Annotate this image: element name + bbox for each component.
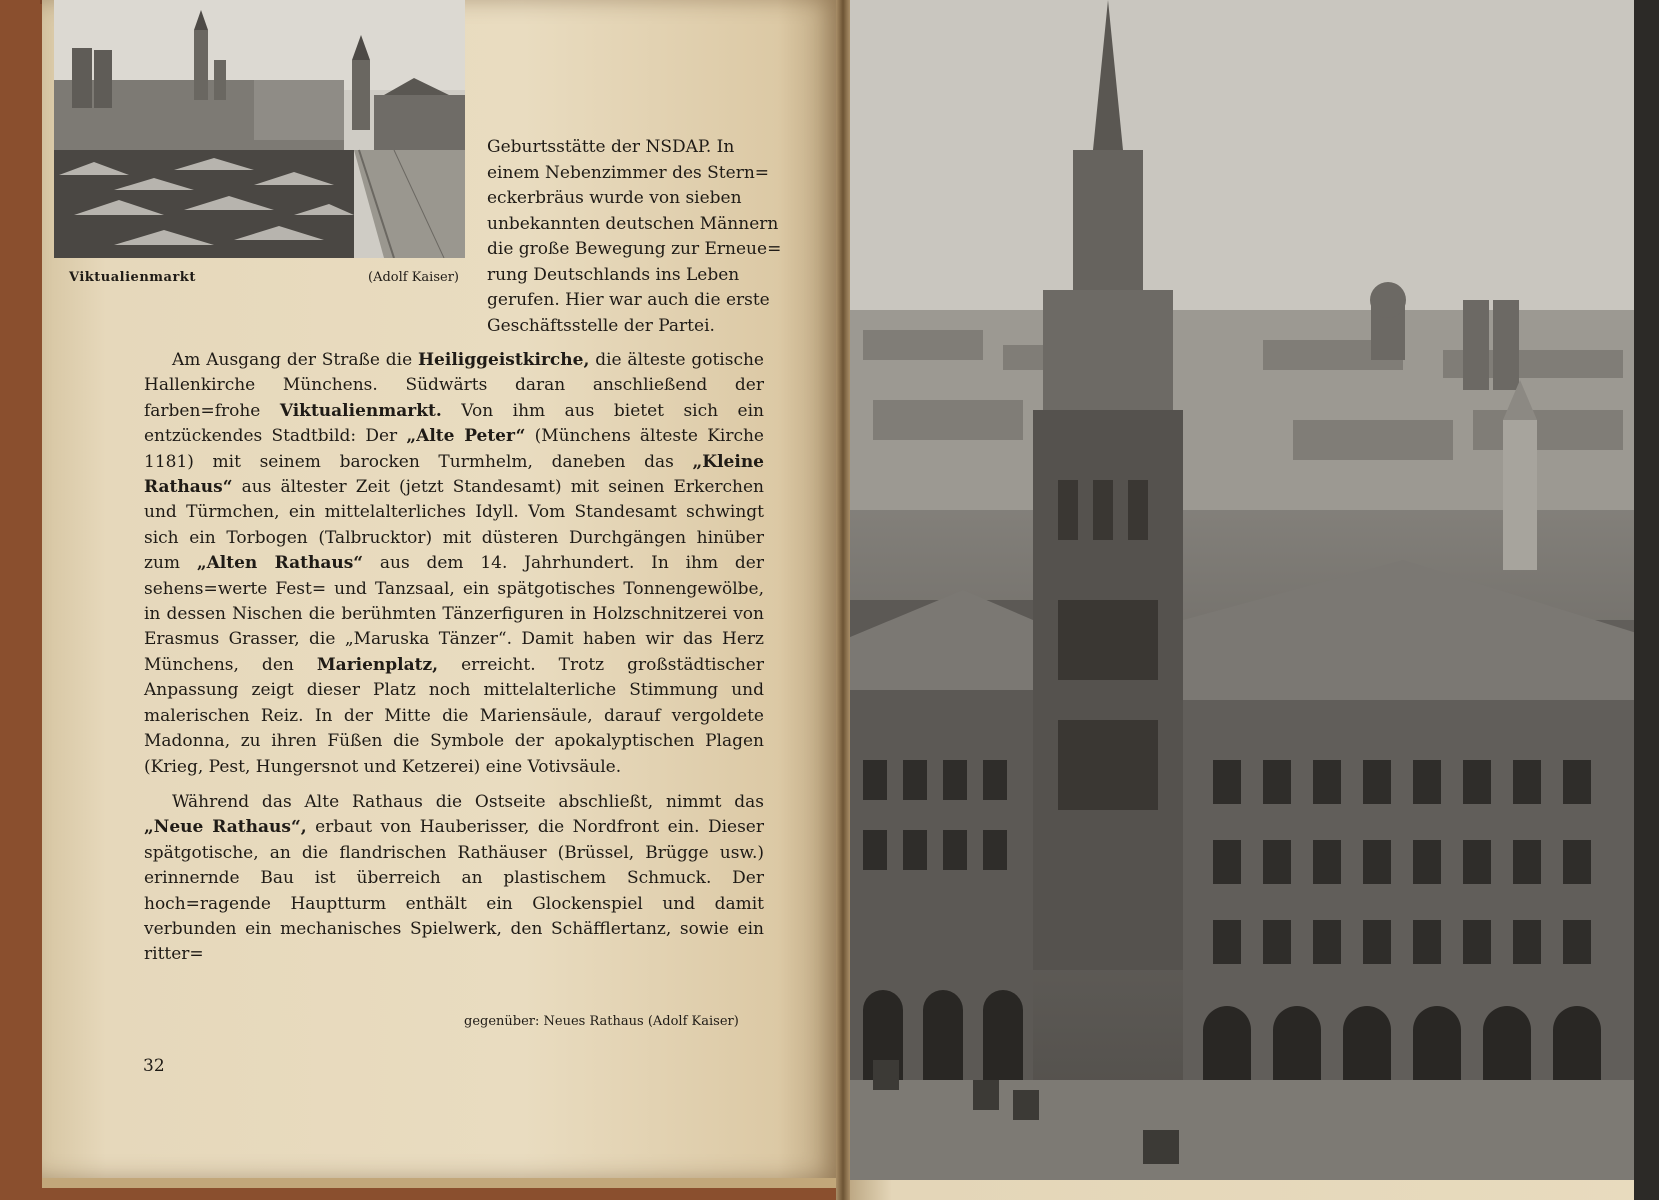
side-text-line: rung Deutschlands ins Leben	[487, 264, 740, 285]
emphasis: Heiliggeistkirche,	[418, 350, 590, 370]
emphasis: „Neue Rathaus“,	[144, 817, 307, 838]
viktualienmarkt-photo-drawing	[54, 0, 465, 258]
neues-rathaus-photo-drawing	[843, 0, 1659, 1180]
side-text-line: gerufen. Hier war auch die erste	[487, 290, 770, 310]
text-run: (Münchens älteste Kirche 1181) mit seinem barocken Turmhelm, daneben das	[144, 426, 764, 472]
side-text-line: eckerbräus wurde von sieben	[487, 188, 742, 208]
emphasis: Marienplatz,	[316, 654, 439, 675]
neues-rathaus-photo	[843, 0, 1659, 1180]
side-text-line: Geschäftsstelle der Partei.	[487, 315, 715, 336]
side-text-block	[487, 135, 782, 339]
emphasis: „Alte Peter“	[406, 426, 526, 447]
text-run: Am Ausgang der Straße die	[172, 350, 418, 370]
text-run: erbaut von Hauberisser, die Nordfront ein. Dieser spätgotische, an die flandrischen Rathäuser (Brüssel, Brügge usw.) erinnernde Bau ist überreich an plastischem Schmuck. Der hoch=ragende Hauptturm enthält ein Glockenspiel und damit verbunden ein mechanisches Spielwerk, den Schäfflertanz, sowie ein ritter=	[144, 817, 764, 965]
text-run: aus ältester Zeit (jetzt Standesamt) mit seinen Erkerchen und Türmchen, ein mittelalterliches Idyll. Vom Standesamt schwingt sich ein Torbogen (Talbrucktor) mit düsteren Durchgängen hinüber zum	[144, 477, 764, 574]
book-gutter	[836, 0, 850, 1200]
text-run: Von ihm aus bietet sich ein entzückendes Stadtbild: Der	[144, 400, 764, 447]
viktualienmarkt-photo	[54, 0, 465, 258]
opposite-page-reference: gegenüber: Neues Rathaus (Adolf Kaiser)	[464, 1014, 739, 1029]
side-text-line: einem Nebenzimmer des Stern=	[487, 162, 770, 183]
paragraph	[144, 348, 764, 780]
paragraph	[144, 790, 764, 968]
text-run: Während das Alte Rathaus die Ostseite abschließt, nimmt das	[172, 791, 764, 812]
text-run: aus dem 14. Jahrhundert. In ihm der sehens=werte Fest= und Tanzsaal, ein spätgotisches Tonnengewölbe, in dessen Nischen die berühmten Tänzerfiguren in Holzschnitzerei von Erasmus Grasser, die „Maruska Tänzer“. Damit haben wir das Herz Münchens, den	[144, 553, 764, 675]
page-number: 32	[143, 1056, 165, 1076]
page-edge	[42, 1178, 842, 1188]
photo-caption-credit: (Adolf Kaiser)	[368, 270, 459, 285]
text-run: erreicht. Trotz großstädtischer Anpassung zeigt dieser Platz noch mittelalterliche Stimmung und malerischen Reiz. In der Mitte die Mariensäule, darauf vergoldete Madonna, zu ihren Füßen die Symbole der apokalyptischen Plagen (Krieg, Pest, Hungersnot und Ketzerei) eine Votivsäule.	[144, 654, 764, 777]
page-edge	[1634, 0, 1659, 1200]
side-text-line: die große Bewegung zur Erneue=	[487, 239, 782, 259]
emphasis: „Alten Rathaus“	[196, 553, 364, 574]
emphasis: Viktualienmarkt.	[279, 400, 442, 421]
photo-caption-title: Viktualienmarkt	[69, 270, 196, 285]
body-text	[144, 348, 764, 968]
text-run: die älteste gotische Hallenkirche Münchens. Südwärts daran anschließend der farben=frohe	[144, 350, 764, 421]
side-text-line: Geburtsstätte der NSDAP. In	[487, 137, 735, 157]
emphasis: „Kleine Rathaus“	[144, 451, 764, 498]
side-text-line: unbekannten deutschen Männern	[487, 213, 779, 234]
